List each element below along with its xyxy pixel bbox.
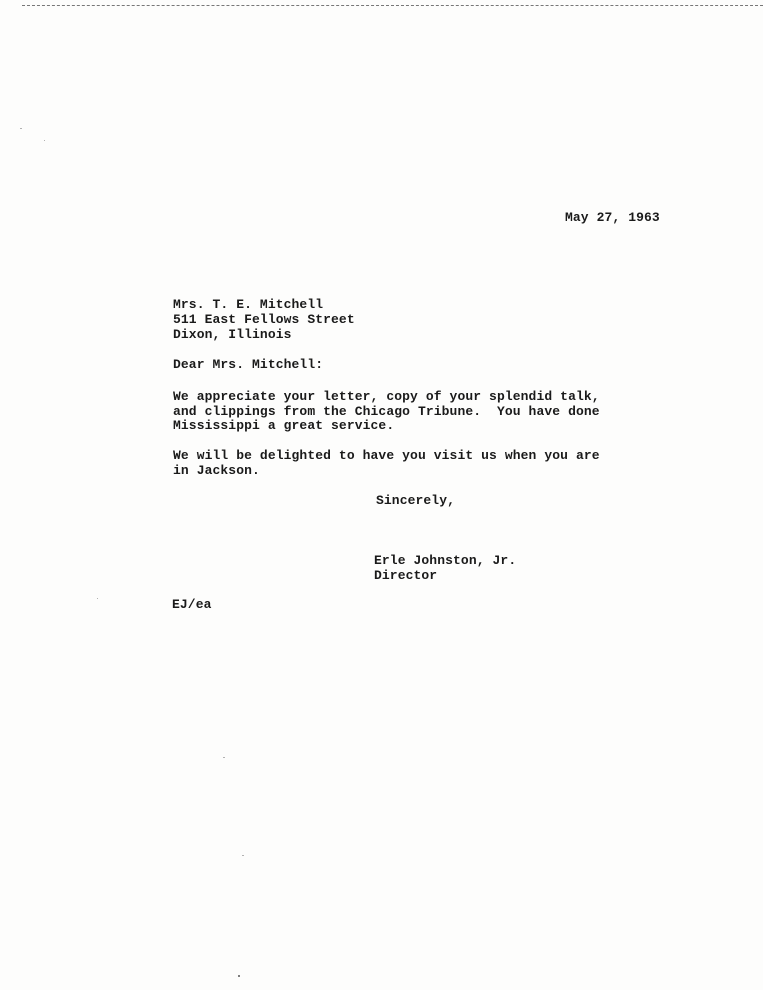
body-paragraph-1-line-2: and clippings from the Chicago Tribune. You have done <box>173 404 600 419</box>
reference-initials: EJ/ea <box>172 597 212 612</box>
scan-speck <box>44 140 45 141</box>
salutation: Dear Mrs. Mitchell: <box>173 357 324 372</box>
top-border-rule <box>22 5 763 6</box>
scan-speck <box>20 128 22 129</box>
body-paragraph-1-line-1: We appreciate your letter, copy of your splendid talk, <box>173 389 600 404</box>
scan-speck <box>223 757 225 758</box>
signature-name: Erle Johnston, Jr. <box>374 553 517 568</box>
signature-title: Director <box>374 568 438 583</box>
body-paragraph-2-line-1: We will be delighted to have you visit us when you are <box>173 448 600 463</box>
recipient-street: 511 East Fellows Street <box>173 312 355 327</box>
recipient-name: Mrs. T. E. Mitchell <box>173 297 324 312</box>
scan-speck <box>238 975 240 977</box>
scan-speck <box>242 855 244 856</box>
closing: Sincerely, <box>376 493 456 508</box>
body-paragraph-2-line-2: in Jackson. <box>173 463 260 478</box>
body-paragraph-1-line-3: Mississippi a great service. <box>173 418 395 433</box>
recipient-city: Dixon, Illinois <box>173 327 292 342</box>
scan-speck <box>97 598 98 599</box>
letter-date: May 27, 1963 <box>565 210 660 225</box>
